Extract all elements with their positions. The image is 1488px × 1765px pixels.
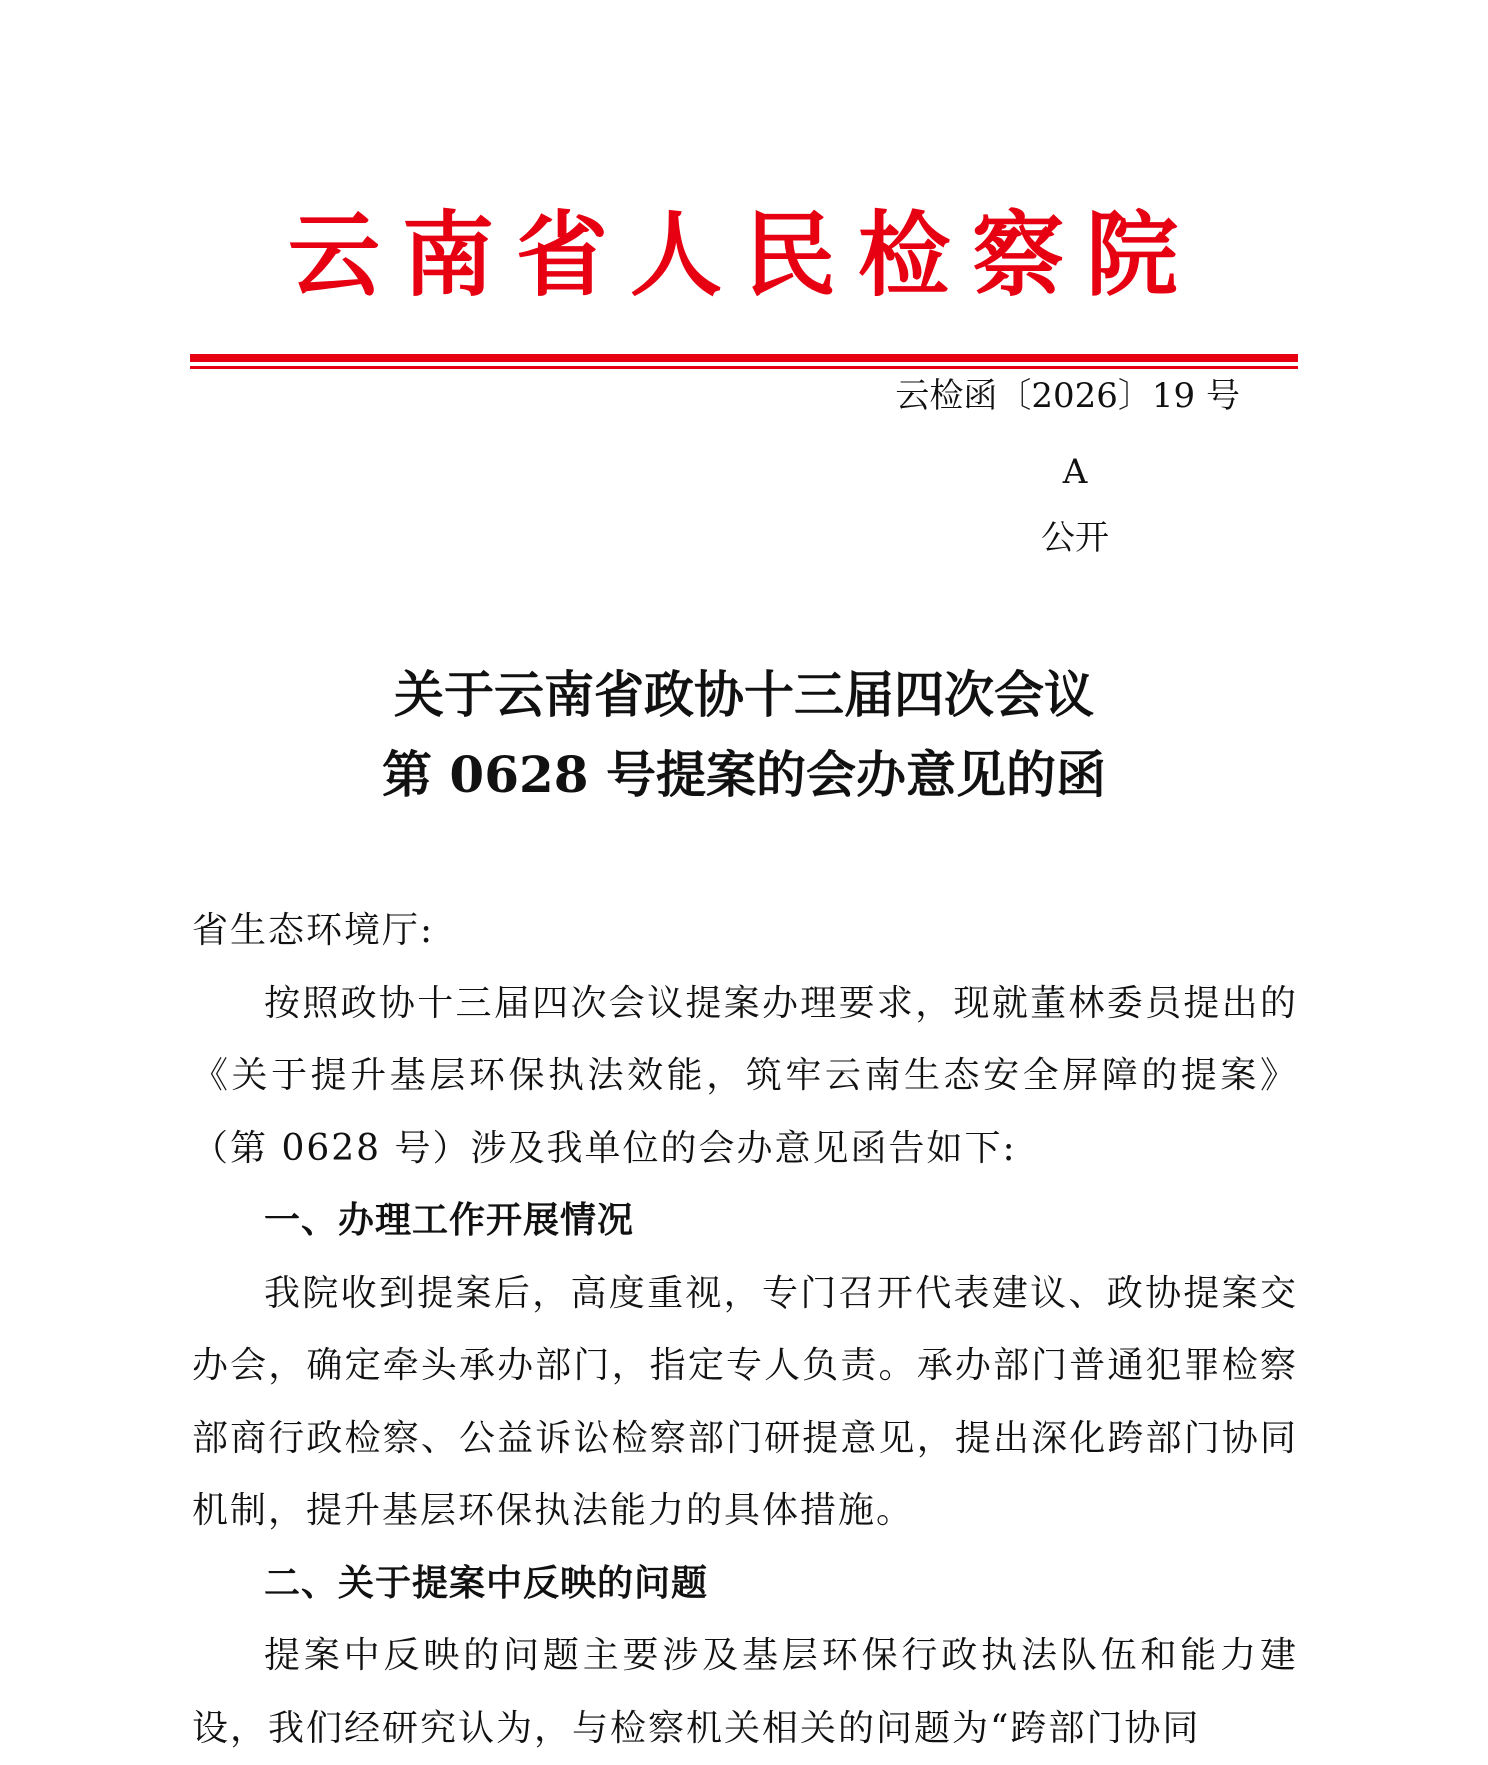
- document-number: 云检函〔2026〕19 号: [895, 376, 1240, 416]
- document-title: [190, 655, 1298, 815]
- addressee: 省生态环境厅:: [192, 910, 435, 951]
- body-paragraph-issues: 提案中反映的问题主要涉及基层环保行政执法队伍和能力建设，我们经研究认为，与检察机关相关的问题为“跨部门协同: [192, 1635, 1298, 1749]
- section-heading-2: 二、关于提案中反映的问题: [264, 1562, 709, 1604]
- red-separator-thin: [190, 366, 1298, 369]
- org-masthead: 云南省人民检察院: [287, 201, 1200, 309]
- title-line-2: 第 0628 号提案的会办意见的函: [382, 745, 1106, 804]
- body-paragraph-intro: 按照政协十三届四次会议提案办理要求，现就董林委员提出的《关于提升基层环保执法效能，筑牢云南生态安全屏障的提案》（第 0628 号）涉及我单位的会办意见函告如下:: [192, 982, 1298, 1169]
- title-line-1: 关于云南省政协十三届四次会议: [394, 665, 1094, 724]
- red-separator-thick: [190, 354, 1298, 362]
- body-paragraph-work: 我院收到提案后，高度重视，专门召开代表建议、政协提案交办会，确定牵头承办部门，指定专人负责。承办部门普通犯罪检察部商行政检察、公益诉讼检察部门研提意见，提出深化跨部门协同机制，提升基层环保执法能力的具体措施。: [192, 1272, 1298, 1531]
- section-heading-1: 一、办理工作开展情况: [264, 1200, 635, 1241]
- classification-level: A: [1062, 452, 1088, 492]
- disclosure-status: 公开: [1041, 518, 1109, 558]
- document-body: [192, 895, 1298, 1765]
